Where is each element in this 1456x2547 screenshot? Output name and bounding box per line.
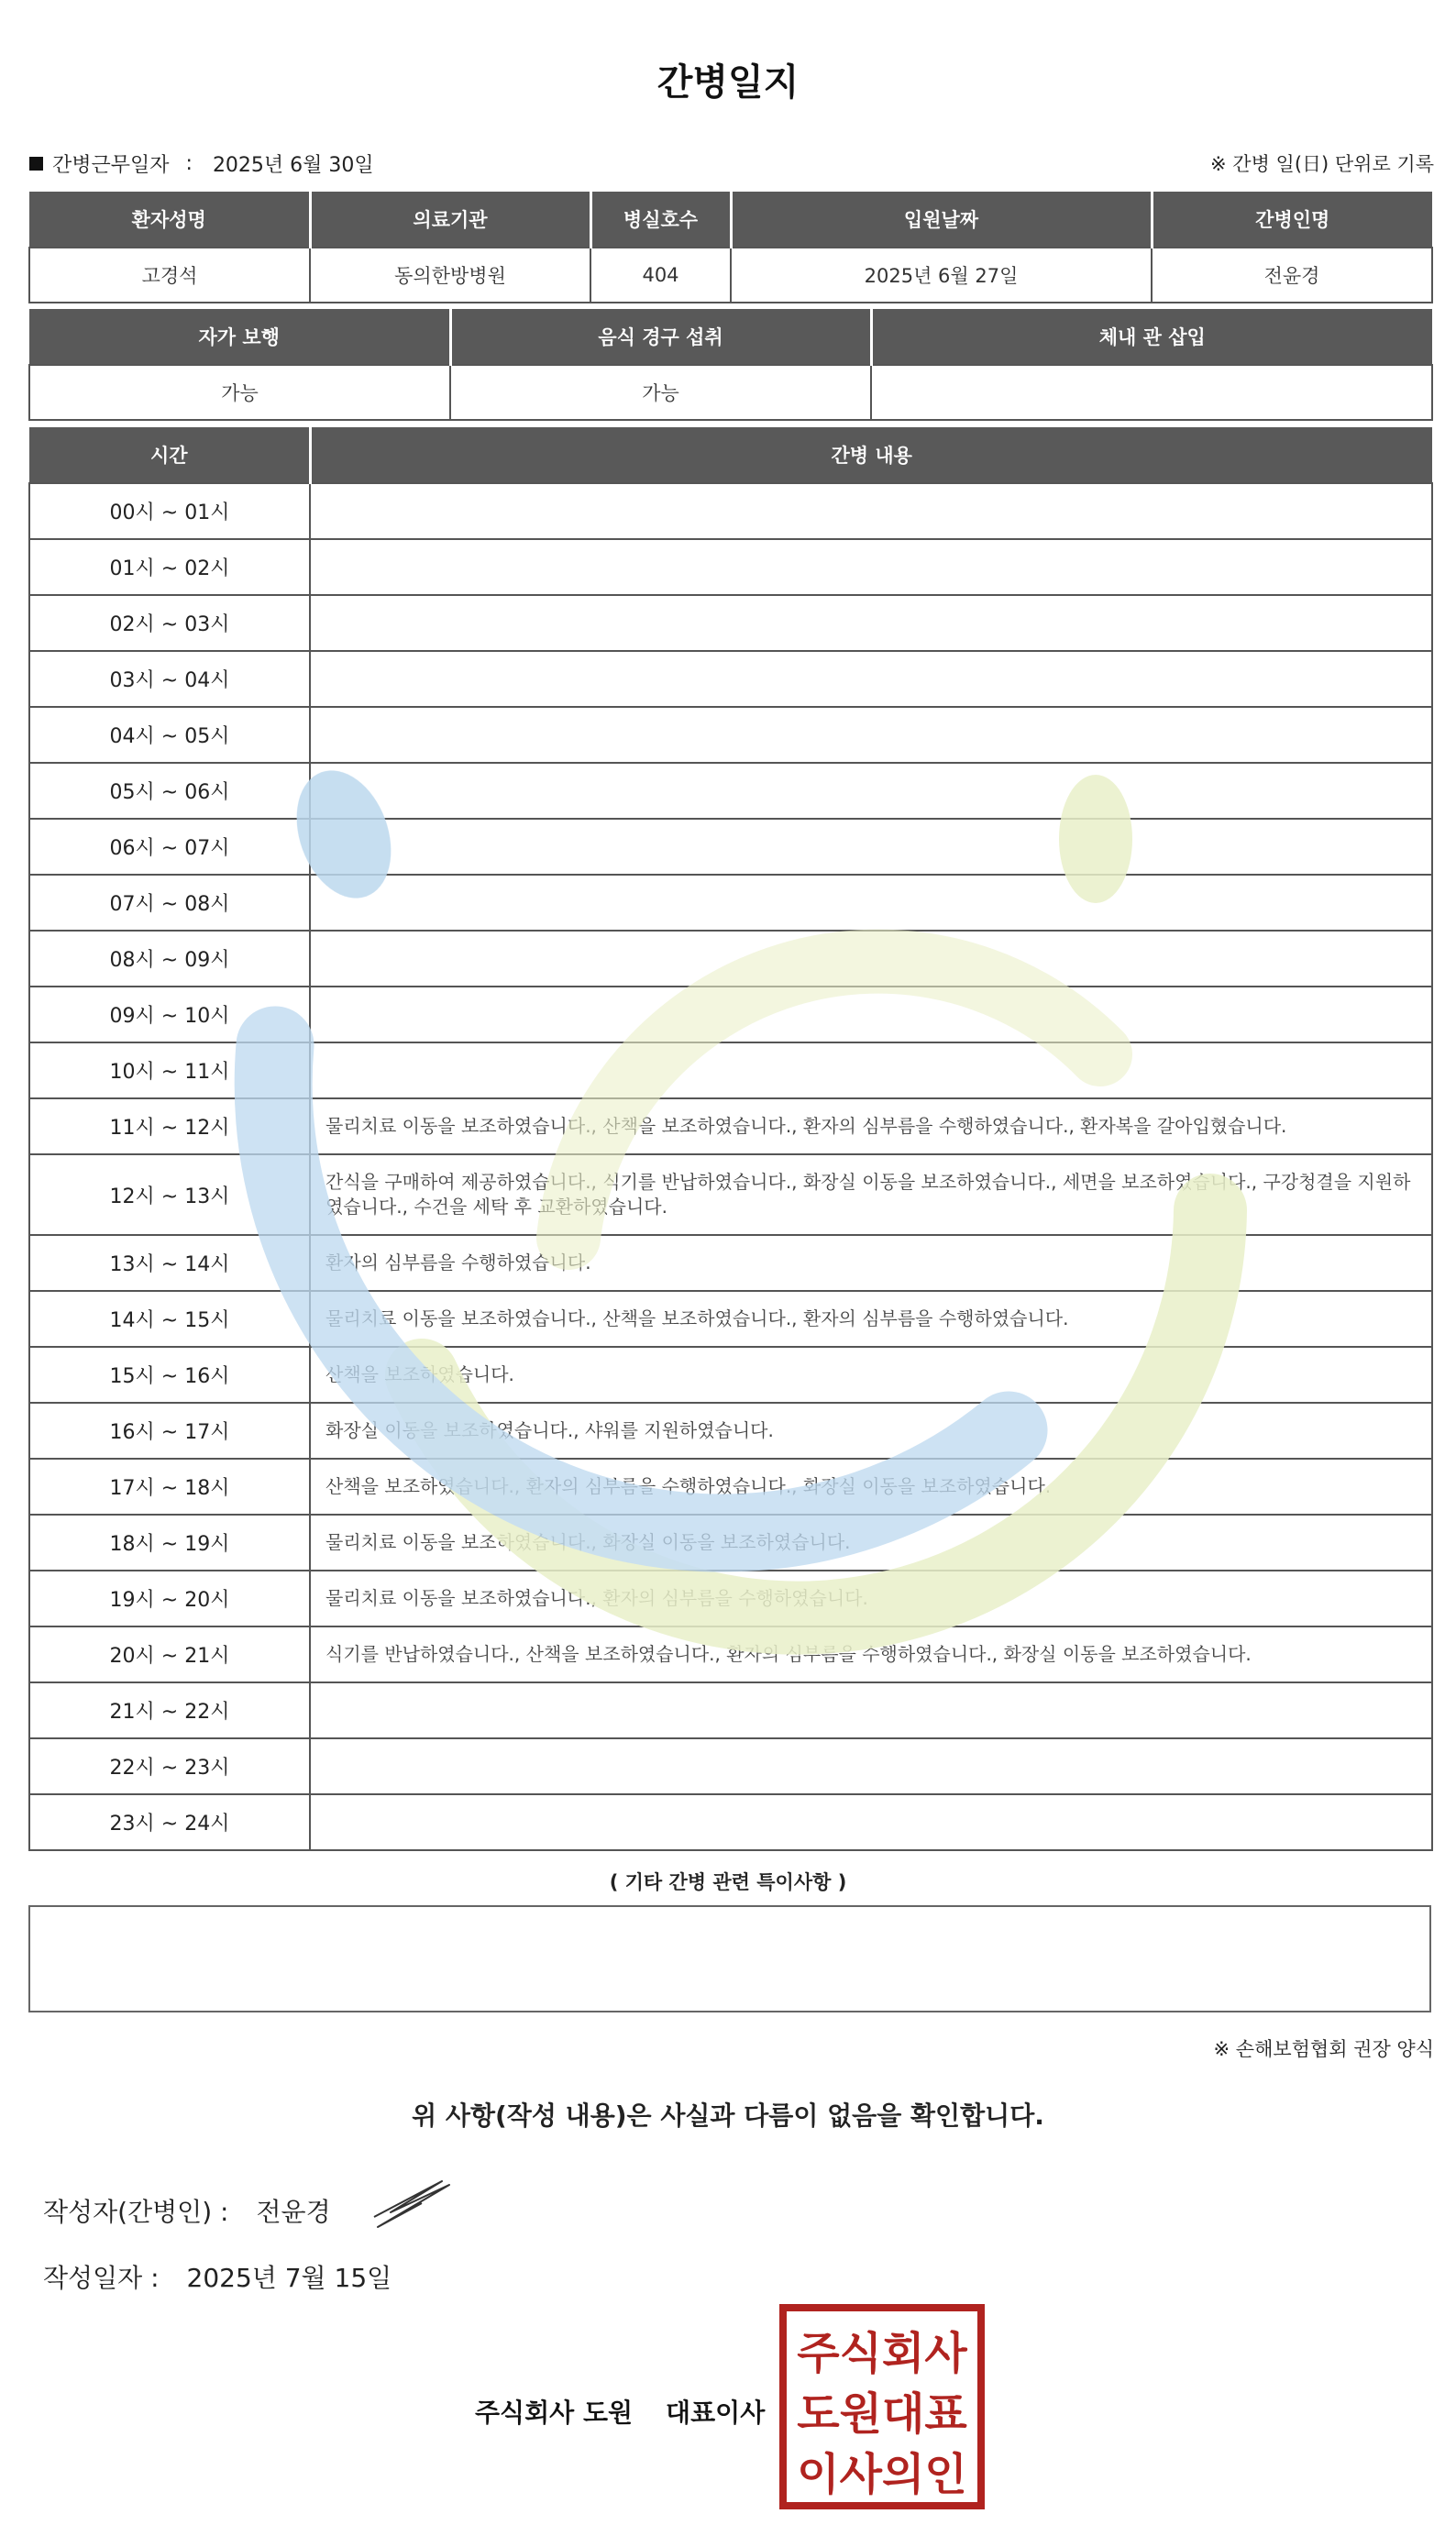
time-slot: 12시 ~ 13시 [29,1154,310,1235]
time-slot: 15시 ~ 16시 [29,1347,310,1403]
table-row [29,763,1432,819]
time-slot: 08시 ~ 09시 [29,931,310,987]
table-row [29,1459,1432,1515]
table-row [29,651,1432,707]
time-slot: 02시 ~ 03시 [29,595,310,651]
written-date-label: 작성일자 : [43,2263,160,2293]
black-square-icon [29,157,43,171]
table-row [29,875,1432,931]
writer-name: 전윤경 [256,2197,331,2227]
care-content [310,651,1432,707]
table-row [29,1154,1432,1235]
time-slot: 07시 ~ 08시 [29,875,310,931]
room-number: 404 [590,248,731,303]
time-slot: 00시 ~ 01시 [29,483,310,539]
table-row [29,1347,1432,1403]
care-content [310,763,1432,819]
table-row [29,1626,1432,1682]
table-row [29,1738,1432,1794]
care-content [310,819,1432,875]
company-seal-stamp [779,2304,985,2509]
header-admission-date: 입원날짜 [731,192,1152,248]
seal-line-1: 주식회사 [797,2328,967,2379]
writer-label: 작성자(간병인) : [43,2197,229,2227]
table-row [29,1515,1432,1571]
seal-line-3: 이사의인 [797,2449,967,2500]
patient-name: 고경석 [29,248,310,303]
header-self-walking: 자가 보행 [29,309,450,365]
written-date-line [43,2258,392,2295]
time-slot: 20시 ~ 21시 [29,1626,310,1682]
care-content: 환자의 심부름을 수행하였습니다. [310,1235,1432,1291]
care-content: 물리치료 이동을 보조하였습니다., 환자의 심부름을 수행하였습니다. [310,1571,1432,1626]
header-care-content: 간병 내용 [310,427,1432,483]
special-notes-box [28,1905,1431,2012]
hospital-name: 동의한방병원 [310,248,590,303]
header-patient-name: 환자성명 [29,192,310,248]
record-unit-note: ※ 간병 일(日) 단위로 기록 [1210,153,1434,175]
special-notes-title: ( 기타 간병 관련 특이사항 ) [609,1871,847,1893]
care-content: 산책을 보조하였습니다. [310,1347,1432,1403]
care-content [310,987,1432,1042]
care-content [310,539,1432,595]
table-row [29,1291,1432,1347]
care-content: 화장실 이동을 보조하였습니다., 샤워를 지원하였습니다. [310,1403,1432,1459]
time-slot: 16시 ~ 17시 [29,1403,310,1459]
header-oral-intake: 음식 경구 섭취 [450,309,871,365]
table-row [29,931,1432,987]
source-note: ※ 손해보험협회 권장 양식 [1213,2038,1434,2060]
writer-line [43,2192,331,2229]
time-slot: 05시 ~ 06시 [29,763,310,819]
table-row [29,1042,1432,1098]
header-tube-insertion: 체내 관 삽입 [871,309,1432,365]
table-row [29,707,1432,763]
header-time: 시간 [29,427,310,483]
confirmation-statement: 위 사항(작성 내용)은 사실과 다름이 없음을 확인합니다. [412,2100,1044,2131]
patient-info-table [28,192,1433,303]
care-content [310,483,1432,539]
care-content [310,875,1432,931]
table-row [29,987,1432,1042]
self-walking-value: 가능 [29,365,450,420]
care-content: 식기를 반납하였습니다., 산책을 보조하였습니다., 환자의 심부름을 수행하였습니다., 화장실 이동을 보조하였습니다. [310,1626,1432,1682]
work-date [29,149,374,178]
header-room-number: 병실호수 [590,192,731,248]
company-representative-title: 대표이사 [666,2398,766,2428]
header-hospital: 의료기관 [310,192,590,248]
work-date-separator: : [185,152,193,175]
time-slot: 14시 ~ 15시 [29,1291,310,1347]
care-content [310,1682,1432,1738]
care-content [310,595,1432,651]
care-content [310,1794,1432,1850]
care-content: 물리치료 이동을 보조하였습니다., 산책을 보조하였습니다., 환자의 심부름을 수행하였습니다., 환자복을 갈아입혔습니다. [310,1098,1432,1154]
header-caregiver-name: 간병인명 [1152,192,1432,248]
care-content [310,1738,1432,1794]
care-content: 물리치료 이동을 보조하였습니다., 산책을 보조하였습니다., 환자의 심부름을 수행하였습니다. [310,1291,1432,1347]
handwritten-signature [367,2176,454,2231]
time-slot: 21시 ~ 22시 [29,1682,310,1738]
time-slot: 09시 ~ 10시 [29,987,310,1042]
company-line [475,2393,765,2430]
care-content [310,707,1432,763]
table-row [29,483,1432,539]
time-slot: 03시 ~ 04시 [29,651,310,707]
time-slot: 19시 ~ 20시 [29,1571,310,1626]
table-row [29,1571,1432,1626]
time-slot: 13시 ~ 14시 [29,1235,310,1291]
time-slot: 10시 ~ 11시 [29,1042,310,1098]
work-date-value: 2025년 6월 30일 [212,154,374,177]
time-slot: 18시 ~ 19시 [29,1515,310,1571]
care-content [310,1042,1432,1098]
time-slot: 11시 ~ 12시 [29,1098,310,1154]
time-slot: 17시 ~ 18시 [29,1459,310,1515]
care-log-table [28,427,1433,1851]
page-title: 간병일지 [656,61,800,104]
time-slot: 04시 ~ 05시 [29,707,310,763]
table-row [29,1794,1432,1850]
condition-table [28,309,1433,421]
table-row [29,819,1432,875]
tube-insertion-value [871,365,1432,420]
table-row [29,539,1432,595]
time-slot: 23시 ~ 24시 [29,1794,310,1850]
care-content: 산책을 보조하였습니다., 환자의 심부름을 수행하였습니다., 화장실 이동을 보조하였습니다. [310,1459,1432,1515]
written-date-value: 2025년 7월 15일 [186,2263,392,2293]
company-name: 주식회사 도원 [475,2398,634,2428]
table-row [29,1098,1432,1154]
admission-date: 2025년 6월 27일 [731,248,1152,303]
work-date-label: 간병근무일자 [52,154,170,177]
care-content: 물리치료 이동을 보조하였습니다., 화장실 이동을 보조하였습니다. [310,1515,1432,1571]
caregiver-name: 전윤경 [1152,248,1432,303]
table-row [29,1235,1432,1291]
care-content [310,931,1432,987]
care-content: 간식을 구매하여 제공하였습니다., 식기를 반납하였습니다., 화장실 이동을 보조하였습니다., 세면을 보조하였습니다., 구강청결을 지원하였습니다., 수건을 세탁 후 교환하였습니다. [310,1154,1432,1235]
time-slot: 22시 ~ 23시 [29,1738,310,1794]
table-row [29,1682,1432,1738]
time-slot: 06시 ~ 07시 [29,819,310,875]
oral-intake-value: 가능 [450,365,871,420]
seal-line-2: 도원대표 [797,2388,967,2440]
table-row [29,595,1432,651]
time-slot: 01시 ~ 02시 [29,539,310,595]
table-row [29,1403,1432,1459]
